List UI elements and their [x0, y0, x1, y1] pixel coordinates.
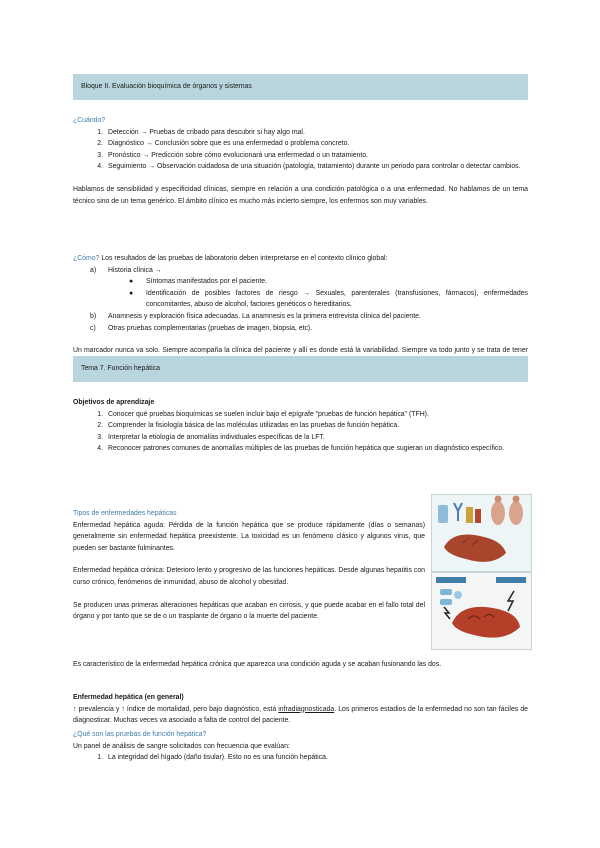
caracteristico-paragraph: Es característico de la enfermedad hepática crónica que aparezca una condición aguda y se acaban fusionando las dos. — [73, 661, 442, 668]
como-heading: ¿Cómo? — [73, 255, 100, 262]
cirrosis-paragraph: Se producen unas primeras alteraciones hepáticas que acaban en cirrosis, y que puede acabar en el fallo total del órgano y por tanto que se de o un trasplante de órgano o la muerte del paciente. — [73, 601, 425, 621]
list-item: c) Otras pruebas complementarias (pruebas de imagen, biopsia, etc). — [90, 324, 313, 332]
pruebas-section — [73, 729, 528, 764]
band-title: Tema 7. Función hepática — [81, 365, 160, 373]
tipos-section — [73, 508, 425, 623]
list-item: b) Anamnesis y exploración física adecuadas. La anamnesis es la primera entrevista clínica del paciente. — [90, 312, 421, 320]
list-item: 4. Seguimiento → Observación cuidadosa de una situación (patología, tratamiento) durante un periodo para controlar o detectar cambios. — [97, 163, 521, 171]
pruebas-intro: Un panel de análisis de sangre solicitados con frecuencia que evalúan: — [73, 742, 290, 750]
list-item: ● Identificación de posibles factores de riesgo → Sexuales, parenterales (transfusiones, fármacos), enfermedades concomitantes, abuso de alcohol, factores genéticos o hereditarios. — [129, 289, 528, 309]
list-item: 1. Conocer qué pruebas bioquímicas se suelen incluir bajo el epígrafe "pruebas de función hepática" (TFH). — [97, 410, 429, 418]
como-section — [73, 253, 528, 368]
section-band-tema7 — [73, 356, 528, 382]
list-item: 3. Interpretar la etiología de anomalías individuales específicas de la LFT. — [97, 433, 325, 441]
cuando-paragraph: Hablamos de sensibilidad y especificidad clínicas, siempre en relación a una condición patológica o a una enfermedad. No hablamos de un tema técnico sino de un tema genérico. El ámbito clínico es mucho más incierto siempre, los enfermos son muy variables. — [73, 185, 528, 205]
aguda-paragraph: Enfermedad hepática aguda: Pérdida de la función hepática que se produce rápidamente (días o semanas) generalmente sin enfermedad hepática preexistente. La toxicidad es un fenómeno clásico y algunos virus, que pueden ser bastante fulminantes. — [73, 521, 425, 552]
liver-damage-icon — [432, 573, 531, 649]
cuando-section — [73, 115, 528, 207]
liver-risk-factors-illustration — [431, 494, 532, 572]
general-heading: Enfermedad hepática (en general) — [73, 694, 184, 701]
objetivos-heading: Objetivos de aprendizaje — [73, 399, 155, 406]
tipos-heading: Tipos de enfermedades hepáticas — [73, 510, 177, 517]
cuando-heading: ¿Cuándo? — [73, 117, 106, 124]
list-item: 2. Comprender la fisiología básica de las moléculas utilizadas en las pruebas de función hepática. — [97, 422, 400, 430]
infradiagnosticada-term: infradiagnosticada — [278, 705, 335, 713]
objetivos-section — [73, 397, 528, 455]
list-item: 1. Detección → Pruebas de cribado para descubrir si hay algo mal. — [97, 128, 305, 136]
band-title: Bloque II. Evaluación bioquímica de órganos y sistemas — [81, 83, 252, 91]
liver-risk-factors-icon — [432, 495, 531, 571]
list-item: ● Síntomas manifestados por el paciente. — [129, 278, 268, 286]
cronica-paragraph: Enfermedad hepática crónica: Deterioro lento y progresivo de las funciones hepáticas. Desde algunas hepatitis con curso crónico, fenómenos de inmunidad, abuso de alcohol y obesidad. — [73, 567, 425, 586]
general-section — [73, 681, 528, 727]
como-paragraph: Un marcador nunca va solo. Siempre acompaña la clínica del paciente y allí es donde está la variabilidad. Siempre va todo junto y se trata de tener — [73, 347, 528, 355]
list-item: 3. Pronóstico → Predicción sobre cómo evolucionará una enfermedad o un tratamiento. — [97, 151, 369, 159]
list-item: 1. La integridad del hígado (daño tisular). Esto no es una función hepática. — [97, 754, 328, 762]
list-item: a) Historia clínica → — [90, 266, 162, 274]
general-paragraph: ↑ prevalencia y ↑ índice de mortalidad, pero bajo diagnóstico, está infradiagnosticada. Los primeros estadios de la enfermedad no son tan fáciles de diagnosticar. Muchas veces va asociado a falta de control del paciente. — [73, 705, 528, 725]
list-item: 2. Diagnóstico → Conclusión sobre que es una enfermedad o problema concreto. — [97, 140, 350, 148]
como-intro: ¿Cómo? Los resultados de las pruebas de laboratorio deben interpretarse en el contexto clínico global: — [73, 255, 388, 262]
section-band-bloque — [73, 74, 528, 100]
list-item: 4. Reconocer patrones comunes de anomalías múltiples de las pruebas de función hepática que sugieran un diagnóstico específico. — [97, 445, 505, 453]
liver-damage-illustration — [431, 572, 532, 650]
pruebas-heading: ¿Qué son las pruebas de función hepática? — [73, 731, 207, 738]
